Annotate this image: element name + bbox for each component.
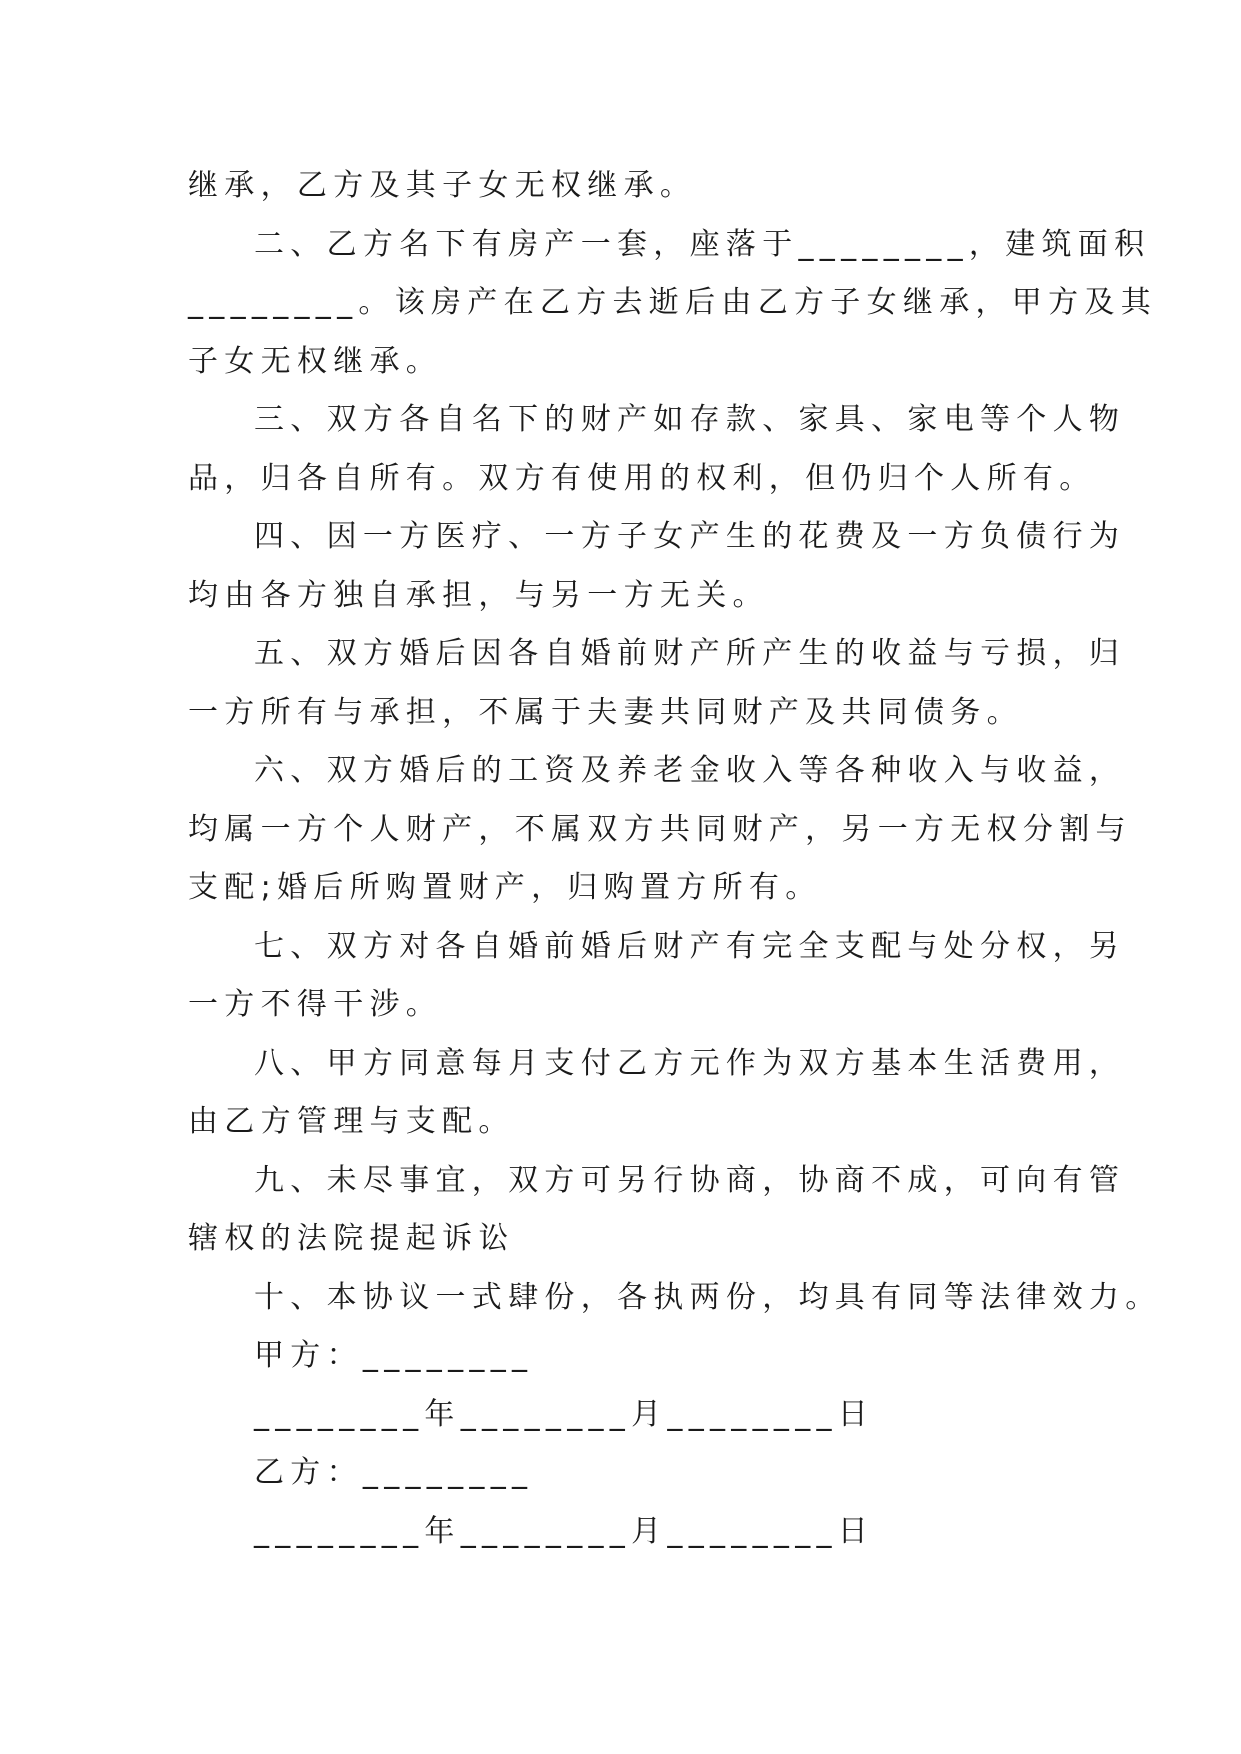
text-line: 均由各方独自承担，与另一方无关。 <box>188 577 769 613</box>
clause-10-line: 十、本协议一式肆份，各执两份，均具有同等法律效力。 <box>254 1279 1162 1315</box>
clause-4-line: 四、因一方医疗、一方子女产生的花费及一方负债行为 <box>254 519 1126 554</box>
clause-5-line: 五、双方婚后因各自婚前财产所产生的收益与亏损，归 <box>254 636 1126 671</box>
text-line: 子女无权继承。 <box>188 343 443 379</box>
text-line: 均属一方个人财产，不属双方共同财产，另一方无权分割与 <box>188 811 1132 847</box>
clause-7-line: 七、双方对各自婚前婚后财产有完全支配与处分权，另 <box>254 928 1126 964</box>
clause-9-line: 九、未尽事宜，双方可另行协商，协商不成，可向有管 <box>254 1162 1126 1198</box>
document-body <box>188 157 1162 1561</box>
clause-2-line: 二、乙方名下有房产一套，座落于________，建筑面积 <box>254 226 1151 262</box>
text-line: 一方所有与承担，不属于夫妻共同财产及共同债务。 <box>188 694 1023 730</box>
text-line: 一方不得干涉。 <box>188 987 443 1022</box>
party-a-signature-line: 甲方：________ <box>254 1338 534 1373</box>
text-line: ________。该房产在乙方去逝后由乙方子女继承，甲方及其 <box>188 285 1157 320</box>
party-b-date-line: ________年________月________日 <box>254 1513 875 1549</box>
text-line: 继承，乙方及其子女无权继承。 <box>188 168 697 203</box>
text-line: 支配;婚后所购置财产，归购置方所有。 <box>188 870 822 905</box>
text-line: 品，归各自所有。双方有使用的权利，但仍归个人所有。 <box>188 460 1096 496</box>
text-line: 辖权的法院提起诉讼 <box>188 1221 515 1256</box>
text-line: 由乙方管理与支配。 <box>188 1104 515 1139</box>
party-a-date-line: ________年________月________日 <box>254 1396 875 1432</box>
clause-3-line: 三、双方各自名下的财产如存款、家具、家电等个人物 <box>254 402 1126 437</box>
clause-6-line: 六、双方婚后的工资及养老金收入等各种收入与收益， <box>254 753 1126 788</box>
clause-8-line: 八、甲方同意每月支付乙方元作为双方基本生活费用， <box>254 1045 1126 1081</box>
party-b-signature-line: 乙方：________ <box>254 1455 534 1490</box>
